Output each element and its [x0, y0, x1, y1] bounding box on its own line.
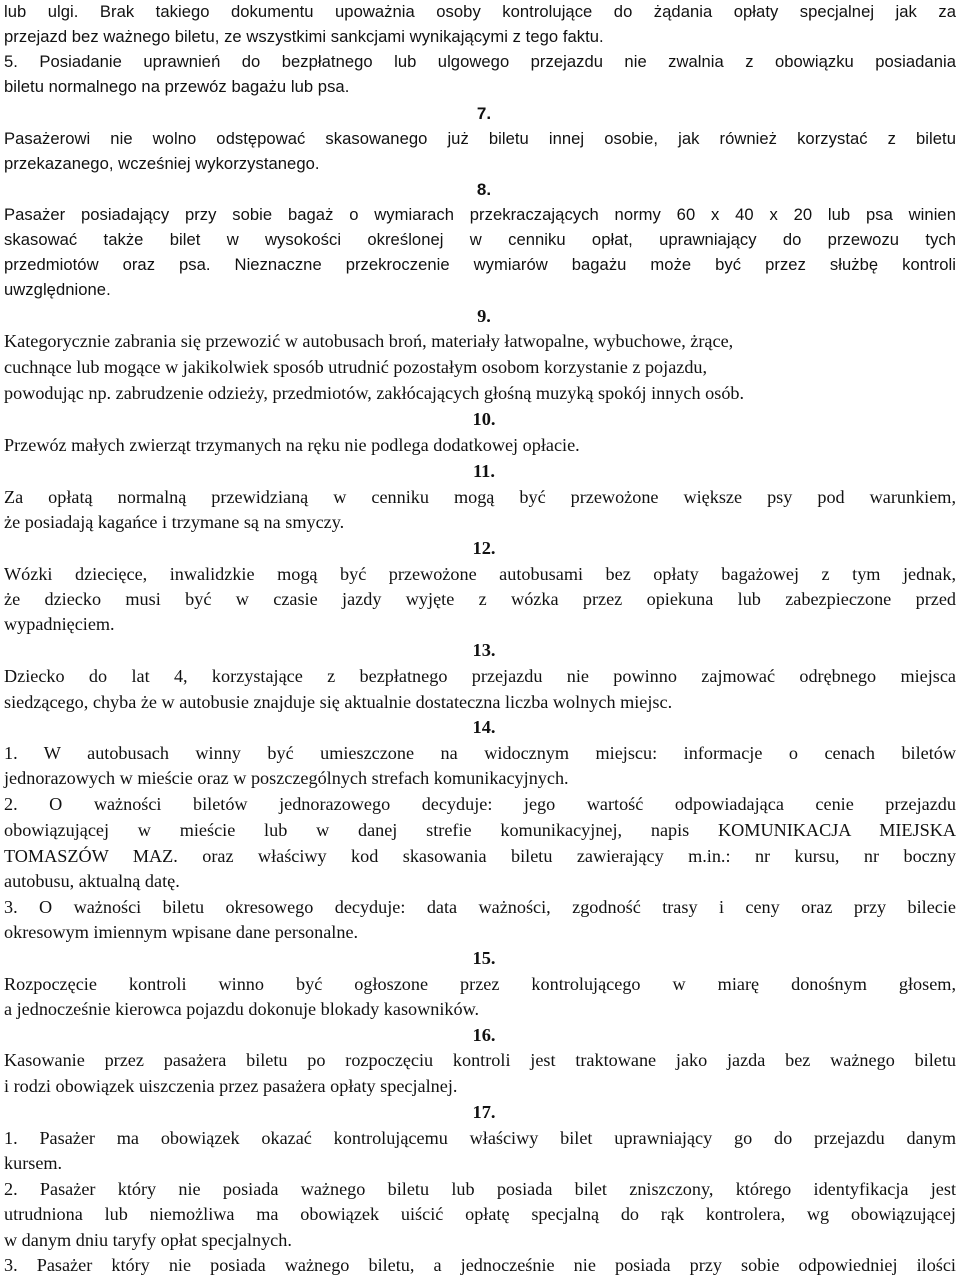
paragraph-line: 2. Pasażer który nie posiada ważnego biletu lub posiada bilet zniszczony, którego identyfikacja jest	[4, 1179, 956, 1199]
paragraph-line: Pasażerowi nie wolno odstępować skasowanego już biletu innej osobie, jak również korzystać z biletu	[4, 129, 956, 148]
paragraph-line: Wózki dziecięce, inwalidzkie mogą być przewożone autobusami bez opłaty bagażowej z tym jednak,	[4, 564, 956, 584]
paragraph-line: okresowym imiennym wpisane dane personalne.	[4, 922, 359, 942]
section-heading: 9.	[477, 306, 491, 326]
paragraph-line: 3. Pasażer który nie posiada ważnego biletu, a jednocześnie nie posiada przy sobie odpowiedniej ilości	[4, 1255, 956, 1275]
paragraph-line: kursem.	[4, 1153, 63, 1173]
paragraph-line: wypadnięciem.	[4, 614, 115, 634]
section-heading: 8.	[476, 180, 492, 199]
paragraph-line: a jednocześnie kierowca pojazdu dokonuje blokady kasowników.	[4, 999, 480, 1019]
paragraph-line: przekazanego, wcześniej wykorzystanego.	[4, 154, 320, 173]
paragraph-line: i rodzi obowiązek uiszczenia przez pasażera opłaty specjalnej.	[4, 1076, 458, 1096]
paragraph-line: cuchnące lub mogące w jakikolwiek sposób utrudnić pozostałym osobom korzystanie z pojazdu,	[4, 357, 708, 377]
paragraph-line: Za opłatą normalną przewidzianą w cenniku mogą być przewożone większe psy pod warunkiem,	[4, 487, 956, 507]
paragraph-line: utrudniona lub niemożliwa ma obowiązek uiścić opłatę specjalną do rąk kontrolera, wg obowiązującej	[4, 1204, 956, 1224]
section-heading: 15.	[472, 948, 496, 968]
paragraph-line: Przewóz małych zwierząt trzymanych na ręku nie podlega dodatkowej opłacie.	[4, 435, 580, 455]
paragraph-line: 2. O ważności biletów jednorazowego decyduje: jego wartość odpowiadająca cenie przejazdu	[4, 794, 956, 814]
section-heading: 16.	[472, 1025, 496, 1045]
paragraph-line: jednorazowych w mieście oraz w poszczególnych strefach komunikacyjnych.	[4, 768, 569, 788]
paragraph-line: powodując np. zabrudzenie odzieży, przedmiotów, zakłócających głośną muzyką spokój innych osób.	[4, 383, 745, 403]
paragraph-line: autobusu, aktualną datę.	[4, 871, 180, 891]
paragraph-line: 3. O ważności biletu okresowego decyduje: data ważności, zgodność trasy i ceny oraz przy bilecie	[4, 897, 956, 917]
paragraph-line: 1. Pasażer ma obowiązek okazać kontrolującemu właściwy bilet uprawniający go do przejazdu danym	[4, 1128, 956, 1148]
paragraph-line: że posiadają kagańce i trzymane są na smyczy.	[4, 512, 345, 532]
paragraph-line: Pasażer posiadający przy sobie bagaż o wymiarach przekraczających normy 60 x 40 x 20 lub psa winien	[4, 205, 956, 224]
paragraph-line: 5. Posiadanie uprawnień do bezpłatnego lub ulgowego przejazdu nie zwalnia z obowiązku posiadania	[4, 52, 956, 71]
paragraph-line: skasować także bilet w wysokości określonej w cenniku opłat, uprawniający do przewozu tych	[4, 230, 956, 249]
section-heading: 11.	[473, 461, 495, 481]
paragraph-line: przedmiotów oraz psa. Nieznaczne przekroczenie wymiarów bagażu może być przez służbę kontroli	[4, 255, 956, 274]
section-heading: 7.	[476, 104, 492, 123]
section-heading: 10.	[472, 409, 496, 429]
section-heading: 14.	[472, 717, 496, 737]
paragraph-line: uwzględnione.	[4, 280, 111, 299]
paragraph-line: w danym dniu taryfy opłat specjalnych.	[4, 1230, 292, 1250]
section-heading: 13.	[472, 640, 496, 660]
section-heading: 12.	[472, 538, 496, 558]
paragraph-line: Dziecko do lat 4, korzystające z bezpłatnego przejazdu nie powinno zajmować odrębnego miejsca	[4, 666, 956, 686]
paragraph-line: obowiązującej w mieście lub w danej strefie komunikacyjnej, napis KOMUNIKACJA MIEJSKA	[4, 820, 956, 840]
paragraph-line: biletu normalnego na przewóz bagażu lub psa.	[4, 77, 350, 96]
paragraph-line: Kategorycznie zabrania się przewozić w autobusach broń, materiały łatwopalne, wybuchowe, żrące,	[4, 331, 734, 351]
paragraph-line: Rozpoczęcie kontroli winno być ogłoszone przez kontrolującego w miarę donośnym głosem,	[4, 974, 956, 994]
paragraph-line: przejazd bez ważnego biletu, ze wszystkimi sankcjami wynikającymi z tego faktu.	[4, 27, 604, 46]
paragraph-line: TOMASZÓW MAZ. oraz właściwy kod skasowania biletu zawierający m.in.: nr kursu, nr boczny	[4, 846, 956, 866]
paragraph-line: 1. W autobusach winny być umieszczone na widocznym miejscu: informacje o cenach biletów	[4, 743, 956, 763]
paragraph-line: Kasowanie przez pasażera biletu po rozpoczęciu kontroli jest traktowane jako jazda bez ważnego biletu	[4, 1050, 956, 1070]
paragraph-line: siedzącego, chyba że w autobusie znajduje się aktualnie dostateczna liczba wolnych miejsc.	[4, 692, 673, 712]
section-heading: 17.	[472, 1102, 496, 1122]
paragraph-line: lub ulgi. Brak takiego dokumentu upoważnia osoby kontrolujące do żądania opłaty specjalnej jak za	[4, 2, 956, 21]
paragraph-line: że dziecko musi być w czasie jazdy wyjęte z wózka przez opiekuna lub zabezpieczone przed	[4, 589, 956, 609]
